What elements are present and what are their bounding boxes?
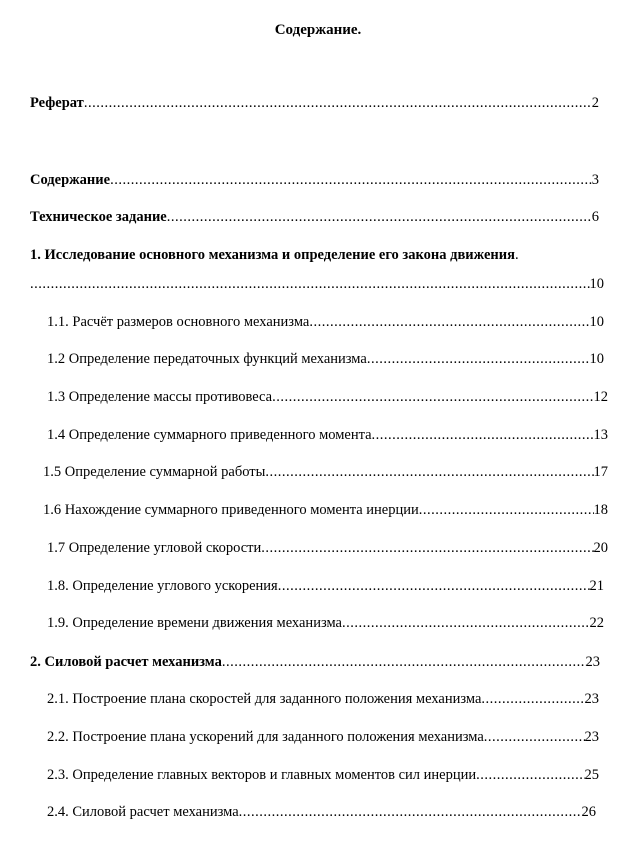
toc-entry-label: 1.9. Определение времени движения механизма xyxy=(47,615,342,631)
toc-page-number: 12 xyxy=(593,389,608,405)
toc-entry-label: 1.5 Определение суммарной работы xyxy=(43,464,266,480)
toc-entry-contents xyxy=(30,171,599,189)
toc-entry-trail: . xyxy=(514,247,519,263)
toc-entry-1-9 xyxy=(47,614,604,632)
toc-page-number: 10 xyxy=(589,276,604,292)
toc-entry-1-3 xyxy=(47,388,608,406)
toc-page-number: 2 xyxy=(591,95,599,111)
toc-page-number: 3 xyxy=(591,172,599,188)
toc-entry-section-1-leader xyxy=(30,275,604,293)
toc-entry-label: 1.4 Определение суммарного приведенного момента xyxy=(47,427,372,443)
toc-entry-abstract xyxy=(30,94,599,112)
toc-entry-1-1 xyxy=(47,313,604,331)
toc-entry-1-8 xyxy=(47,577,604,595)
toc-leader xyxy=(476,766,584,784)
toc-entry-label: 2.3. Определение главных векторов и главных моментов сил инерции xyxy=(47,767,477,783)
toc-page-number: 25 xyxy=(584,767,599,783)
toc-entry-1-5 xyxy=(43,463,608,481)
toc-entry-label: Реферат xyxy=(30,95,84,111)
toc-entry-label: 1.1. Расчёт размеров основного механизма xyxy=(47,314,310,330)
toc-leader xyxy=(419,501,594,519)
toc-entry-label: 2.4. Силовой расчет механизма xyxy=(47,804,239,820)
toc-entry-label: 2. Силовой расчет механизма xyxy=(30,654,222,670)
toc-entry-label: 2.2. Построение плана ускорений для заданного положения механизма xyxy=(47,729,484,745)
toc-entry-2-2 xyxy=(47,728,599,746)
toc-leader xyxy=(484,728,585,746)
toc-entry-label: Техническое задание xyxy=(30,209,167,225)
toc-leader xyxy=(265,463,593,481)
toc-entry-1-6 xyxy=(43,501,608,519)
toc-entry-technical-task xyxy=(30,208,599,226)
toc-page-number: 10 xyxy=(589,351,604,367)
toc-page-number: 13 xyxy=(593,427,608,443)
toc-entry-label: 1.2 Определение передаточных функций механизма xyxy=(47,351,367,367)
toc-leader xyxy=(239,803,582,821)
page-title: Содержание. xyxy=(274,22,362,38)
toc-page-number: 17 xyxy=(593,464,608,480)
toc-leader xyxy=(30,275,590,293)
toc-page-number: 26 xyxy=(581,804,596,820)
toc-page-number: 10 xyxy=(589,314,604,330)
toc-leader xyxy=(367,350,590,368)
toc-entry-2-3 xyxy=(47,766,599,784)
toc-entry-1-4 xyxy=(47,426,608,444)
toc-entry-label: 1.6 Нахождение суммарного приведенного момента инерции xyxy=(43,502,419,518)
toc-page-number: 6 xyxy=(591,209,599,225)
toc-entry-label: 1.3 Определение массы противовеса xyxy=(47,389,273,405)
toc-entry-label: 1.7 Определение угловой скорости xyxy=(47,540,262,556)
toc-leader xyxy=(342,614,590,632)
toc-leader xyxy=(372,426,594,444)
toc-entry-2-4 xyxy=(47,803,596,821)
toc-leader xyxy=(309,313,589,331)
toc-entry-label: Содержание xyxy=(30,172,111,188)
toc-entry-2-1 xyxy=(47,690,599,708)
toc-leader xyxy=(167,208,592,226)
toc-page-number: 20 xyxy=(593,540,608,556)
toc-entry-section-2 xyxy=(30,653,600,671)
toc-entry-label: 1.8. Определение углового ускорения xyxy=(47,578,278,594)
toc-entry-label: 2.1. Построение плана скоростей для заданного положения механизма xyxy=(47,691,482,707)
toc-entry-section-1-heading xyxy=(30,246,519,264)
toc-page-number: 21 xyxy=(589,578,604,594)
toc-leader xyxy=(272,388,593,406)
toc-leader xyxy=(261,539,593,557)
toc-page-number: 22 xyxy=(589,615,604,631)
toc-page-number: 23 xyxy=(585,654,600,670)
toc-leader xyxy=(222,653,586,671)
toc-leader xyxy=(110,171,592,189)
toc-page-number: 18 xyxy=(593,502,608,518)
toc-entry-1-7 xyxy=(47,539,608,557)
toc-page-number: 23 xyxy=(584,729,599,745)
toc-entry-1-2 xyxy=(47,350,604,368)
toc-leader xyxy=(278,577,590,595)
toc-leader xyxy=(481,690,584,708)
toc-page-number: 23 xyxy=(584,691,599,707)
toc-entry-label: 1. Исследование основного механизма и определение его закона движения xyxy=(30,247,515,263)
toc-leader xyxy=(84,94,592,112)
